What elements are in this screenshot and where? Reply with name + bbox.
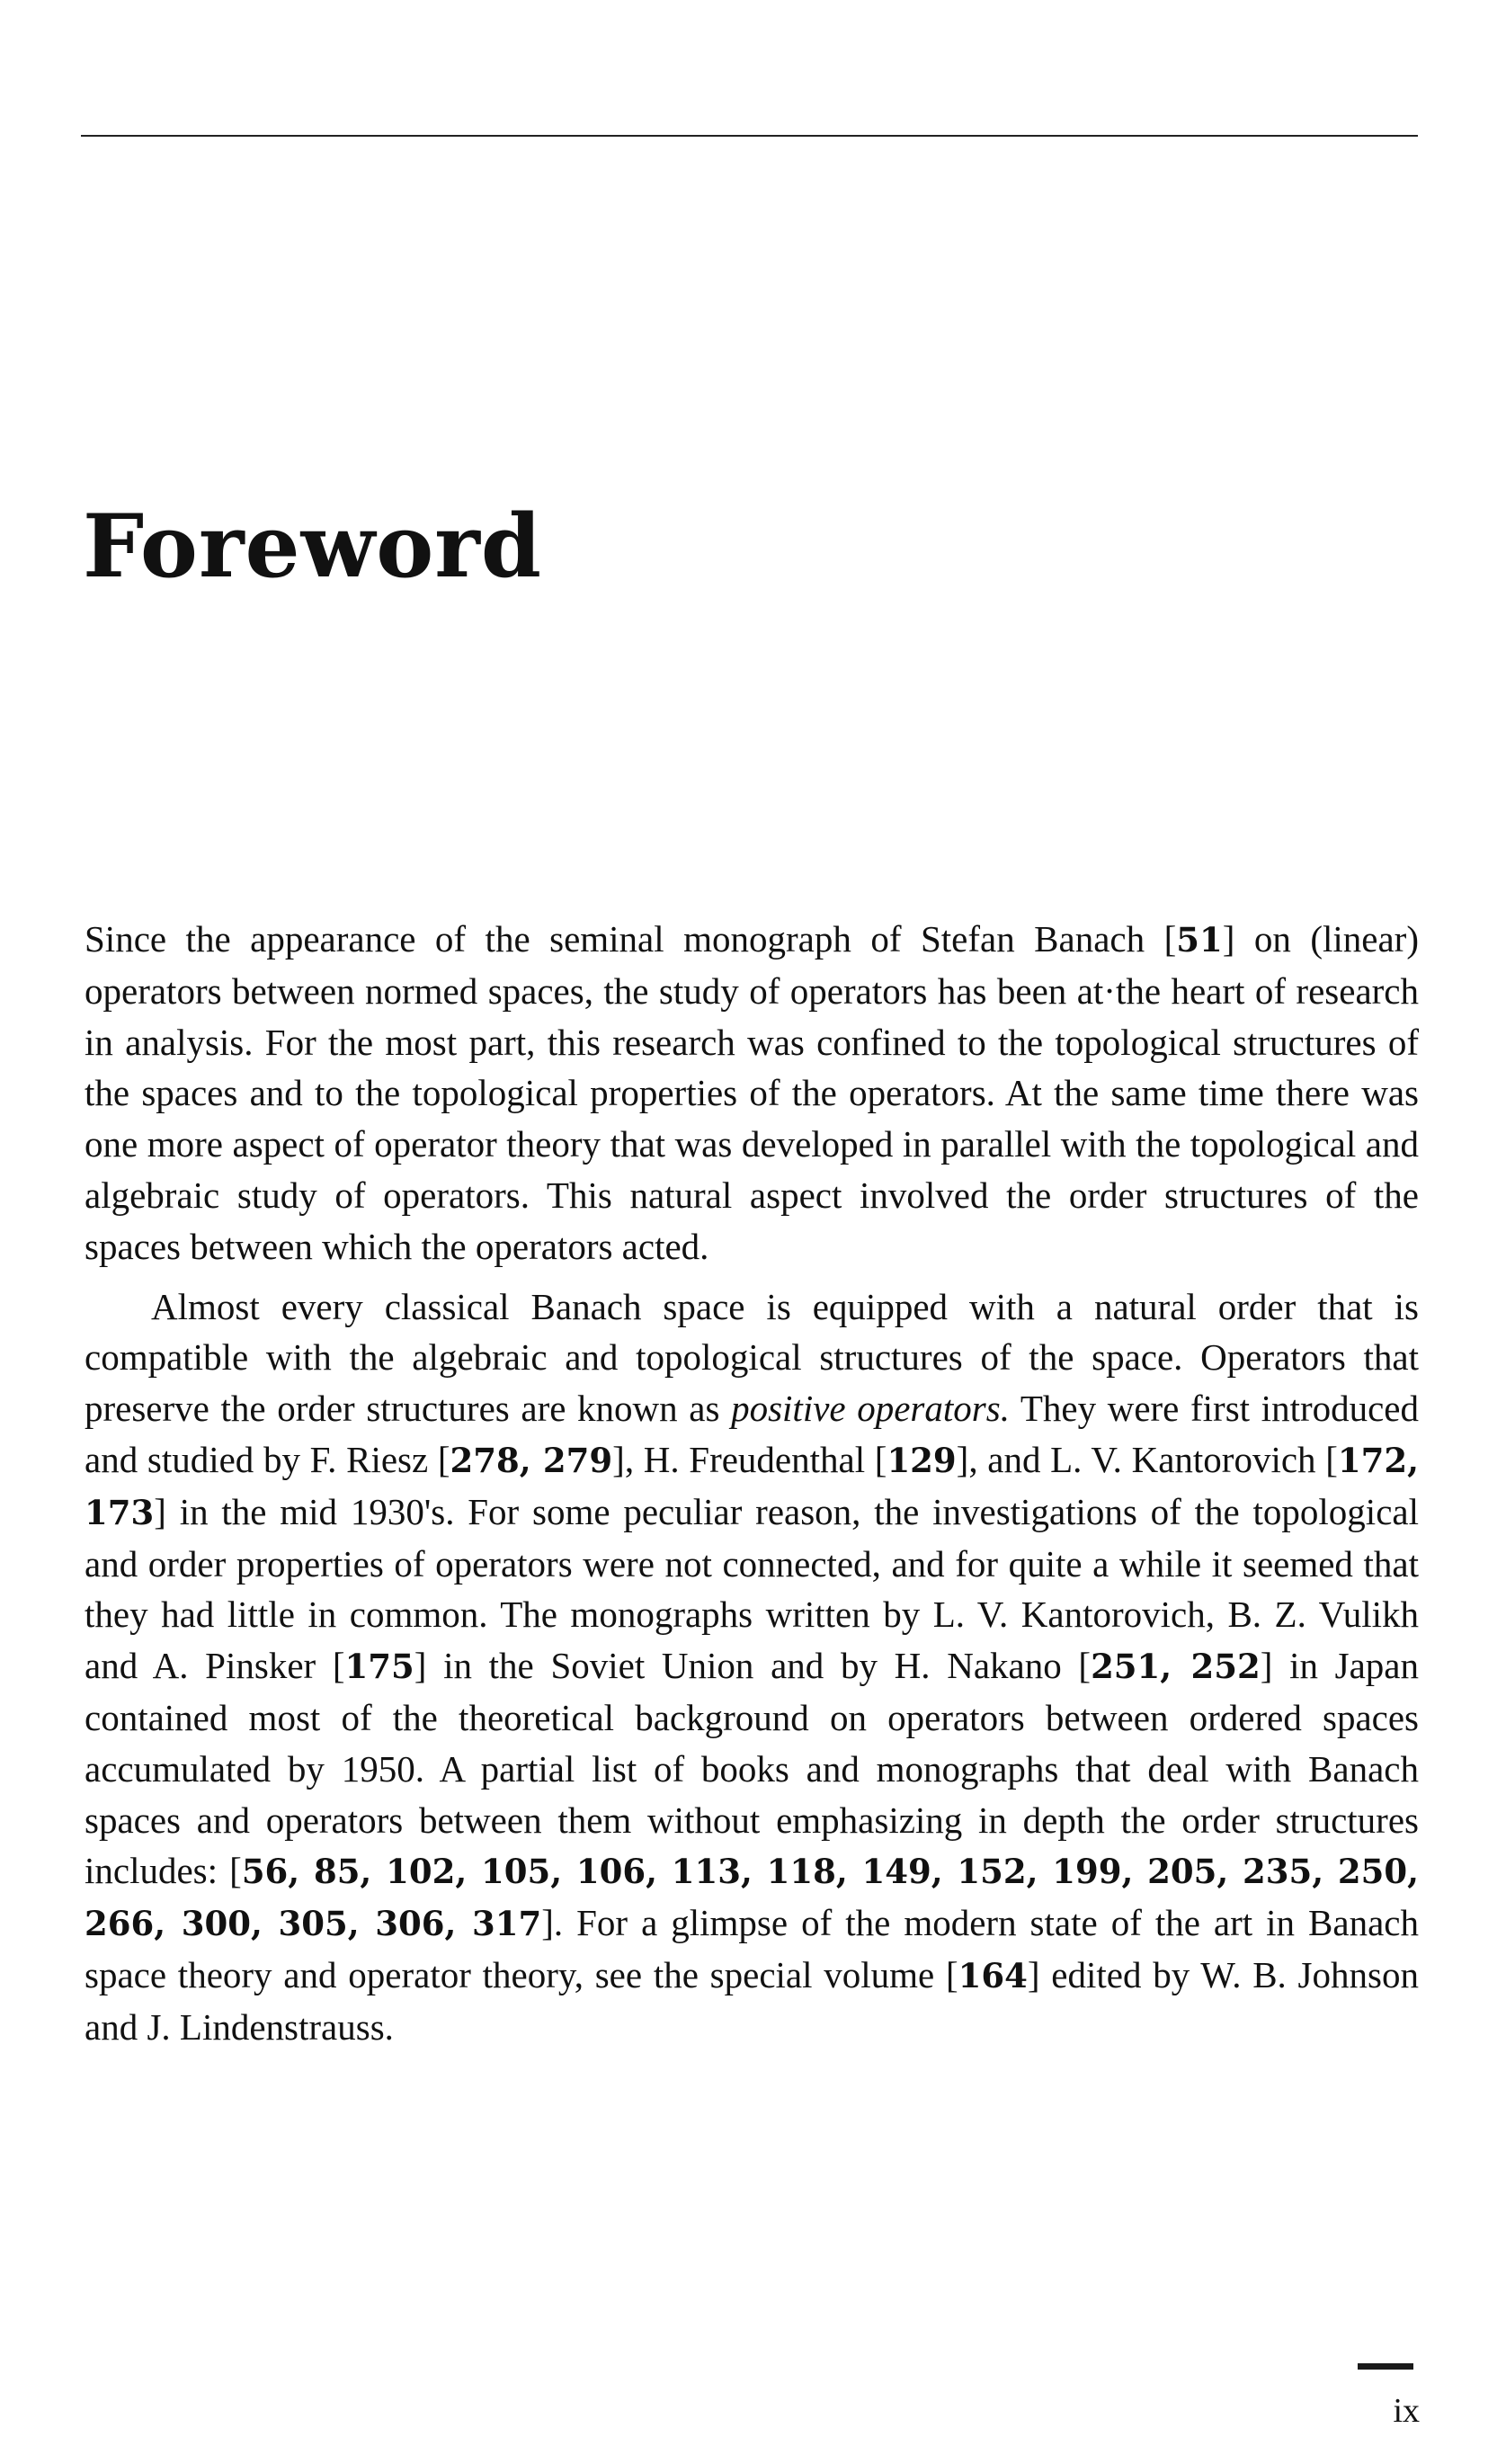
text-run: ] in the mid 1930's. For some peculiar reason, the investigations of the topological and order properties of operators were not connected, and for quite a while it seemed that they had little in common. The monographs written by L. V. Kantorovich, B. Z. Vulikh and A. Pinsker [ <box>85 1490 1419 1687</box>
text-run: Almost every classical Banach space is equipped with a natural order that is compatible with the algebraic and topological structures of the space. Operators that preserve the order structures are known as <box>85 1285 1419 1430</box>
citation-ref: 56, 85, 102, 105, 106, 113, 118, 149, 152, 199, 205, 235, 250, 266, 300, 305, 306, 317 <box>85 1852 1419 1944</box>
chapter-title: Foreword <box>83 495 542 597</box>
citation-ref: 175 <box>344 1647 414 1687</box>
text-run: They were first introduced and studied by F. Riesz [ <box>85 1388 1420 1480</box>
citation-ref: 164 <box>958 1955 1028 1995</box>
citation-ref: 278, 279 <box>450 1440 613 1480</box>
folio-mark <box>1358 2363 1413 2370</box>
text-run: ], H. Freudenthal [ <box>612 1438 887 1480</box>
text-run: ] on (linear) operators between normed spaces, the study of operators has been at·the heart of research in analysis. For the most part, this research was confined to the topological structures of the spaces and to the topological properties of the operators. At the same time there was one more aspect of operator theory that was developed in parallel with the topological and algebraic study of operators. This natural aspect involved the order structures of the spaces between which the operators acted. <box>85 918 1419 1267</box>
paragraph-2 <box>85 1281 1419 2053</box>
page-number: ix <box>1393 2392 1420 2430</box>
text-run: ]. For a glimpse of the modern state of the art in Banach space theory and operator theory, see the special volume [ <box>85 1902 1419 1995</box>
citation-ref: 251, 252 <box>1091 1647 1261 1687</box>
citation-ref: 51 <box>1176 920 1223 960</box>
paragraph-1 <box>85 914 1419 1272</box>
text-run: [ <box>1163 918 1177 960</box>
text-run: ] in Japan contained most of the theoretical background on operators between ordered spaces accumulated by 1950. A partial list of books and monographs that deal with Banach spaces and operators between them without emphasizing in depth the order structures includes: [ <box>85 1645 1420 1892</box>
text-run: ] edited by W. B. Johnson and J. Lindenstrauss. <box>85 1953 1419 2048</box>
body-text <box>85 914 1419 2053</box>
emphasis-text: positive operators. <box>731 1388 1010 1430</box>
citation-ref: 172, 173 <box>85 1440 1419 1532</box>
text-run: ], and L. V. Kantorovich [ <box>956 1438 1338 1480</box>
text-run: ] in the Soviet Union and by H. Nakano [ <box>414 1645 1092 1687</box>
text-run: Since the appearance of the seminal monograph of Stefan Banach <box>85 918 1164 960</box>
citation-ref: 129 <box>887 1440 957 1480</box>
header-rule <box>81 135 1418 137</box>
